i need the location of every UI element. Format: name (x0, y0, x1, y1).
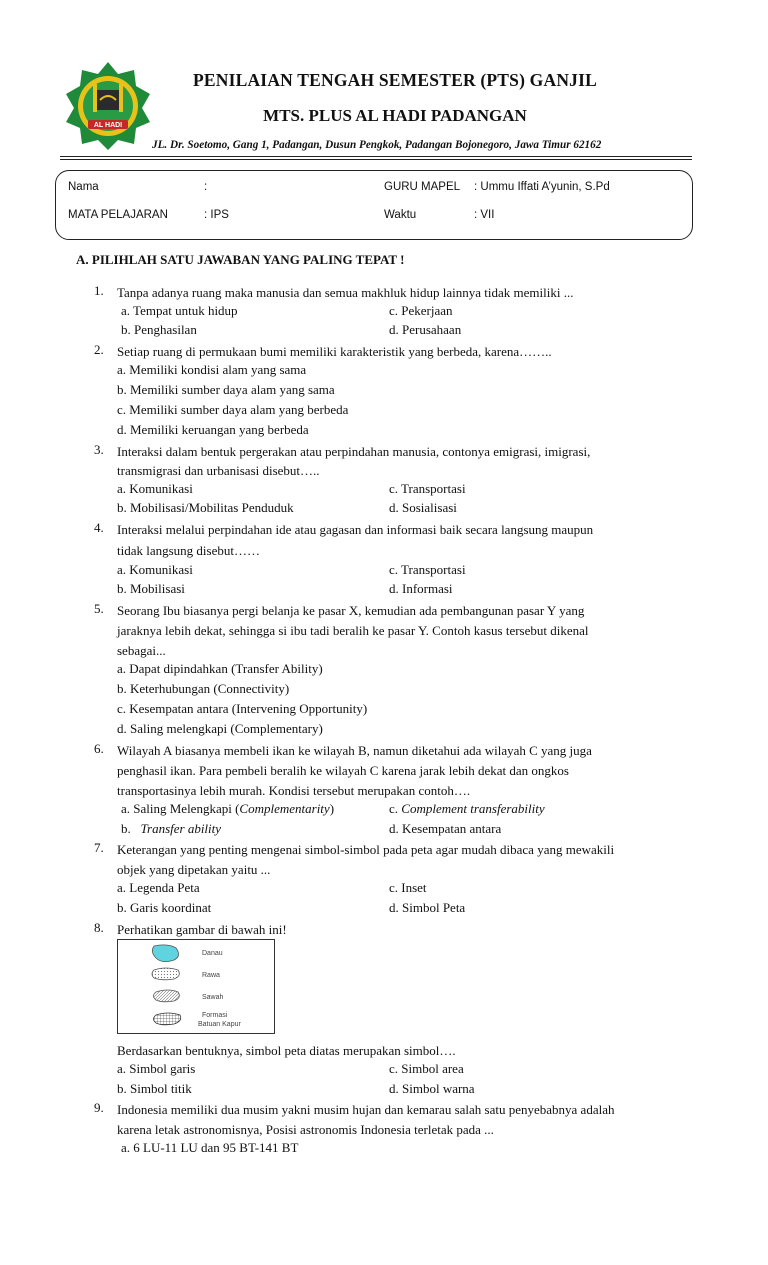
exam-title: PENILAIAN TENGAH SEMESTER (PTS) GANJIL (192, 70, 598, 90)
legend-label-rawa: Rawa (202, 972, 220, 979)
q4-text-line1: Interaksi melalui perpindahan ide atau gagasan dan informasi baik secara langsung maupun (117, 522, 594, 537)
q9-text-line2: karena letak astronomisnya, Posisi astronomis Indonesia terletak pada ... (117, 1122, 494, 1137)
logo-text: AL HADI (93, 122, 123, 129)
q2-number: 2. (94, 342, 104, 357)
q7-text-line2: objek yang dipetakan yaitu ... (117, 862, 271, 877)
q8-text: Perhatikan gambar di bawah ini! (117, 922, 287, 937)
q6-option-c[interactable] (389, 801, 545, 817)
section-title: A. PILIHLAH SATU JAWABAN YANG PALING TEPAT ! (76, 252, 405, 267)
q1-option-a[interactable]: a. Tempat untuk hidup (121, 303, 238, 318)
q2-option-d[interactable]: d. Memiliki keruangan yang berbeda (117, 422, 309, 437)
q5-option-b[interactable]: b. Keterhubungan (Connectivity) (117, 681, 290, 696)
legend-label-batuan-kapur: Batuan Kapur (198, 1021, 241, 1028)
q5-option-a[interactable]: a. Dapat dipindahkan (Transfer Ability) (117, 661, 323, 676)
q8-number: 8. (94, 920, 104, 935)
map-symbols-icon (118, 940, 274, 1033)
q7-option-b[interactable]: b. Garis koordinat (117, 900, 212, 915)
q3-option-c[interactable]: c. Transportasi (389, 481, 466, 496)
student-info-box (55, 170, 693, 240)
q6-text-line2: penghasil ikan. Para pembeli beralih ke wilayah C karena jarak lebih dekat dan ongkos (117, 763, 569, 778)
guru-label: GURU MAPEL (384, 181, 461, 193)
q1-option-d[interactable]: d. Perusahaan (389, 322, 462, 337)
q9-option-a[interactable]: a. 6 LU-11 LU dan 95 BT-141 BT (121, 1140, 299, 1155)
q4-option-a[interactable]: a. Komunikasi (117, 562, 193, 577)
nama-label: Nama (68, 181, 99, 193)
guru-value: : Ummu Iffati A’yunin, S.Pd (474, 181, 610, 193)
q6-text-line3: transportasinya lebih murah. Kondisi tersebut merupakan contoh…. (117, 783, 471, 798)
q6-option-c-term: Complement transferability (401, 801, 545, 816)
q9-text-line1: Indonesia memiliki dua musim yakni musim hujan dan kemarau salah satu penyebabnya adalah (117, 1102, 615, 1117)
q2-option-b[interactable]: b. Memiliki sumber daya alam yang sama (117, 382, 335, 397)
q8-option-d[interactable]: d. Simbol warna (389, 1081, 475, 1096)
legend-label-sawah: Sawah (202, 994, 224, 1001)
waktu-value: : VII (474, 209, 495, 221)
q1-number: 1. (94, 283, 104, 298)
q2-option-c[interactable]: c. Memiliki sumber daya alam yang berbeda (117, 402, 349, 417)
waktu-label: Waktu (384, 209, 417, 221)
legend-label-formasi: Formasi (202, 1012, 228, 1019)
q5-option-d[interactable]: d. Saling melengkapi (Complementary) (117, 721, 323, 736)
header-rule-top (60, 156, 692, 157)
q2-text: Setiap ruang di permukaan bumi memiliki karakteristik yang berbeda, karena…….. (117, 344, 552, 359)
q8-option-b[interactable]: b. Simbol titik (117, 1081, 192, 1096)
q5-number: 5. (94, 601, 104, 616)
q6-option-b[interactable] (121, 821, 221, 837)
header-rule-bottom (60, 159, 692, 160)
q7-option-a[interactable]: a. Legenda Peta (117, 880, 200, 895)
q6-option-d[interactable]: d. Kesempatan antara (389, 821, 502, 836)
q4-option-d[interactable]: d. Informasi (389, 581, 453, 596)
q5-option-c[interactable]: c. Kesempatan antara (Intervening Opportunity) (117, 701, 368, 716)
q6-option-a-part1: a. Saling Melengkapi ( (121, 801, 240, 816)
q5-text-line1: Seorang Ibu biasanya pergi belanja ke pasar X, kemudian ada pembangunan pasar Y yang (117, 603, 585, 618)
q5-text-line3: sebagai... (117, 643, 166, 658)
map-symbol-legend-image (117, 939, 275, 1034)
q1-text: Tanpa adanya ruang maka manusia dan semua makhluk hidup lainnya tidak memiliki ... (117, 285, 574, 300)
q6-number: 6. (94, 741, 104, 756)
mapel-value: : IPS (204, 209, 229, 221)
q5-text-line2: jaraknya lebih dekat, sehingga si ibu tadi beralih ke pasar Y. Contoh kasus tersebut dikenal (117, 623, 589, 638)
q4-text-line2: tidak langsung disebut…… (117, 543, 260, 558)
q3-option-b[interactable]: b. Mobilisasi/Mobilitas Penduduk (117, 500, 294, 515)
q3-number: 3. (94, 442, 104, 457)
school-name: MTS. PLUS AL HADI PADANGAN (263, 106, 527, 125)
q6-text-line1: Wilayah A biasanya membeli ikan ke wilayah B, namun diketahui ada wilayah C yang juga (117, 743, 592, 758)
q3-option-a[interactable]: a. Komunikasi (117, 481, 193, 496)
nama-field[interactable]: : (204, 181, 208, 193)
q6-option-c-prefix: c. (389, 801, 402, 816)
q6-option-a-term: Complementarity (239, 801, 330, 816)
q7-option-c[interactable]: c. Inset (389, 880, 427, 895)
q3-option-d[interactable]: d. Sosialisasi (389, 500, 457, 515)
q4-option-c[interactable]: c. Transportasi (389, 562, 466, 577)
q6-option-b-prefix: b. (121, 821, 141, 836)
q7-text-line1: Keterangan yang penting mengenai simbol-simbol pada peta agar mudah dibaca yang mewakili (117, 842, 615, 857)
mapel-label: MATA PELAJARAN (68, 209, 168, 221)
q4-number: 4. (94, 520, 104, 535)
q8-option-c[interactable]: c. Simbol area (389, 1061, 464, 1076)
q3-text-line1: Interaksi dalam bentuk pergerakan atau perpindahan manusia, contonya emigrasi, imigrasi, (117, 444, 591, 459)
school-address: JL. Dr. Soetomo, Gang 1, Padangan, Dusun Pengkok, Padangan Bojonegoro, Jawa Timur 62162 (152, 139, 602, 151)
q8-text-after: Berdasarkan bentuknya, simbol peta diatas merupakan simbol…. (117, 1043, 456, 1058)
q8-option-a[interactable]: a. Simbol garis (117, 1061, 196, 1076)
q1-option-c[interactable]: c. Pekerjaan (389, 303, 453, 318)
q1-option-b[interactable]: b. Penghasilan (121, 322, 197, 337)
q6-option-b-term: Transfer ability (140, 821, 222, 836)
q2-option-a[interactable]: a. Memiliki kondisi alam yang sama (117, 362, 307, 377)
q9-number: 9. (94, 1100, 104, 1115)
q7-number: 7. (94, 840, 104, 855)
q3-text-line2: transmigrasi dan urbanisasi disebut….. (117, 463, 320, 478)
q6-option-a-part3: ) (329, 801, 335, 816)
legend-label-danau: Danau (202, 950, 223, 957)
q6-option-a[interactable] (121, 801, 334, 817)
q7-option-d[interactable]: d. Simbol Peta (389, 900, 466, 915)
q4-option-b[interactable]: b. Mobilisasi (117, 581, 185, 596)
